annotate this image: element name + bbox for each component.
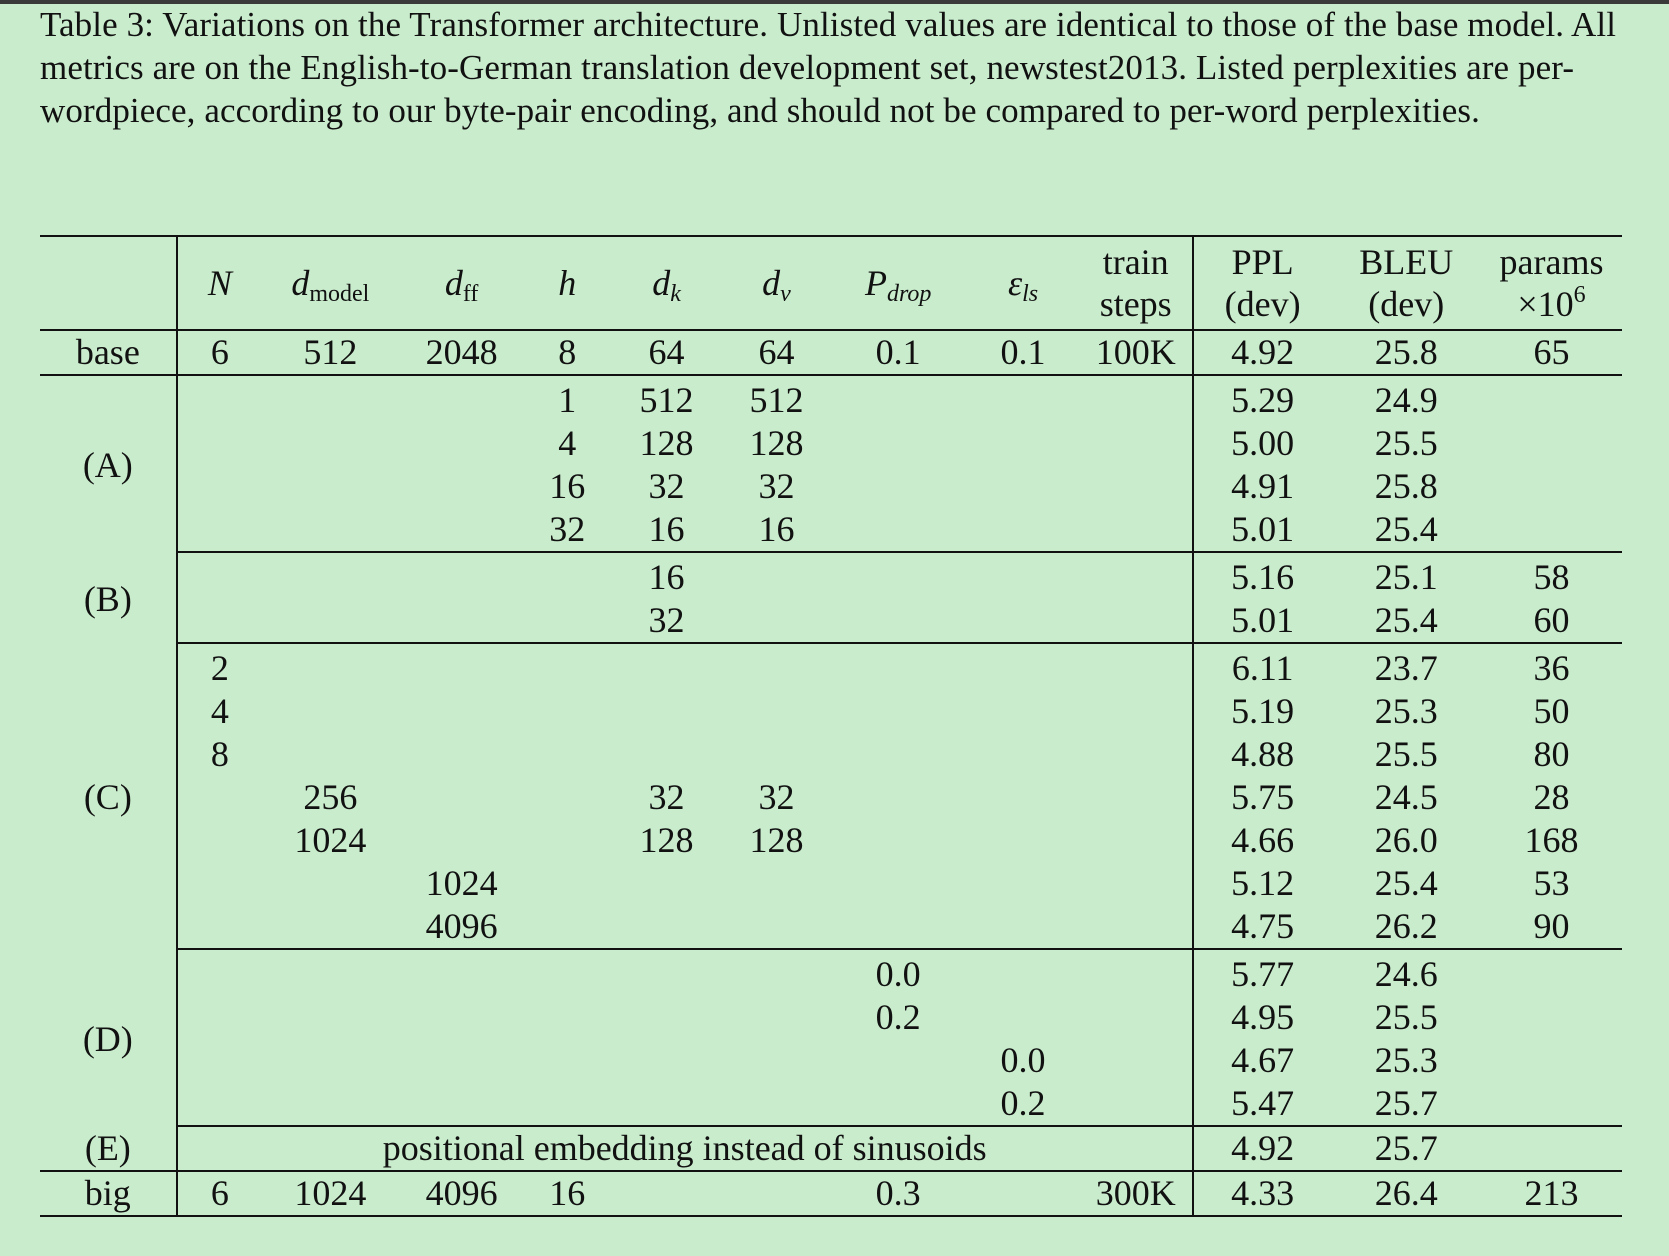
cell-ppl: 5.29	[1231, 380, 1295, 420]
table-row	[40, 733, 1622, 776]
cell-d-k: 16	[648, 557, 685, 597]
cell-d-ff: 2048	[399, 330, 525, 375]
cell-params: 213	[1481, 1171, 1622, 1216]
cell-ppl: 5.16	[1231, 557, 1295, 597]
cell-params: 50	[1533, 691, 1570, 731]
cell-p-drop: 0.3	[830, 1171, 967, 1216]
cell-params: 53	[1533, 863, 1570, 903]
cell-bleu: 25.7	[1332, 1082, 1481, 1126]
row-label-d: (D)	[40, 949, 177, 1126]
cell-d-v: 32	[758, 466, 795, 506]
table-row	[40, 690, 1622, 733]
cell-n: 6	[177, 330, 262, 375]
cell-d-v: 512	[749, 380, 804, 420]
cell-bleu: 25.4	[1332, 508, 1481, 552]
cell-p-drop: 0.1	[830, 330, 967, 375]
table-caption: Table 3: Variations on the Transformer architecture. Unlisted values are identical to those of the base model. All metrics are on the English-to-German translation development set, newstest2013. Listed perplexities are per-wordpiece, according to our byte-pair encoding, and should not be compared to per-word perplexities.	[40, 5, 1617, 130]
cell-d-model: 512	[262, 330, 399, 375]
cell-p-drop: 0.2	[875, 997, 921, 1037]
table-row	[40, 422, 1622, 465]
cell-bleu: 25.5	[1374, 997, 1438, 1037]
cell-bleu: 25.4	[1332, 599, 1481, 643]
cell-h: 8	[525, 330, 610, 375]
cell-d-ff: 4096	[399, 905, 525, 949]
table-row	[40, 375, 1622, 422]
cell-ppl: 4.66	[1231, 820, 1295, 860]
table-row	[40, 949, 1622, 996]
cell-h: 16	[549, 466, 586, 506]
cell-d-model: 1024	[262, 1171, 399, 1216]
cell-d-k: 128	[639, 423, 694, 463]
cell-d-k: 32	[648, 466, 685, 506]
table-row	[40, 643, 1622, 690]
row-label-e: (E)	[40, 1126, 177, 1171]
cell-ppl: 4.92	[1193, 1126, 1332, 1171]
table-row	[40, 508, 1622, 552]
table-row	[40, 1082, 1622, 1126]
cell-d-ff: 1024	[425, 863, 498, 903]
table-row	[40, 552, 1622, 599]
table-row-base	[40, 330, 1622, 375]
cell-ppl: 4.67	[1231, 1040, 1295, 1080]
cell-bleu: 25.5	[1374, 734, 1438, 774]
cell-train-steps: 300K	[1080, 1171, 1193, 1216]
cell-d-k: 16	[610, 508, 723, 552]
header-bleu: BLEU (dev)	[1332, 236, 1481, 330]
cell-ppl: 5.75	[1231, 777, 1295, 817]
cell-bleu: 26.0	[1374, 820, 1438, 860]
row-label-c: (C)	[40, 643, 177, 949]
table-row	[40, 862, 1622, 905]
header-params: params $\times 10^6$	[1481, 236, 1622, 330]
cell-params: 90	[1481, 905, 1622, 949]
cell-bleu: 25.3	[1374, 1040, 1438, 1080]
header-d-v: $d_v$	[723, 236, 830, 330]
cell-d-k: 32	[610, 599, 723, 643]
table-row	[40, 1039, 1622, 1082]
cell-params: 36	[1533, 648, 1570, 688]
cell-bleu: 24.5	[1374, 777, 1438, 817]
cell-d-model: 1024	[294, 820, 367, 860]
cell-params: 168	[1524, 820, 1579, 860]
cell-bleu: 25.8	[1374, 466, 1438, 506]
cell-params: 65	[1481, 330, 1622, 375]
cell-ppl: 4.92	[1193, 330, 1332, 375]
cell-d-k: 128	[639, 820, 694, 860]
table-row-big	[40, 1171, 1622, 1216]
cell-p-drop: 0.0	[875, 954, 921, 994]
cell-eps-ls: 0.0	[1000, 1040, 1046, 1080]
cell-bleu: 26.2	[1332, 905, 1481, 949]
header-h: h	[525, 236, 610, 330]
cell-d-ff: 4096	[399, 1171, 525, 1216]
cell-d-k: 32	[648, 777, 685, 817]
cell-train-steps: 100K	[1080, 330, 1193, 375]
cell-ppl: 5.00	[1231, 423, 1295, 463]
cell-d-v: 128	[749, 423, 804, 463]
cell-h: 16	[525, 1171, 610, 1216]
cell-d-v: 64	[723, 330, 830, 375]
cell-d-v: 16	[723, 508, 830, 552]
cell-n: 4	[210, 691, 229, 731]
results-table	[40, 235, 1622, 1217]
cell-params: 28	[1533, 777, 1570, 817]
cell-h: 32	[525, 508, 610, 552]
cell-bleu-best: 26.4	[1332, 1171, 1481, 1216]
header-d-ff: $d_{ff}$	[399, 236, 525, 330]
cell-bleu: 23.7	[1374, 648, 1438, 688]
header-label-cell	[40, 236, 177, 330]
row-label-a: (A)	[40, 375, 177, 552]
cell-d-k: 512	[639, 380, 694, 420]
cell-d-k: 64	[610, 330, 723, 375]
row-label-big: big	[40, 1171, 177, 1216]
row-label-b: (B)	[40, 552, 177, 643]
cell-ppl-best: 4.33	[1193, 1171, 1332, 1216]
header-train-steps: train steps	[1080, 236, 1193, 330]
header-eps-ls: $\varepsilon_{ls}$	[966, 236, 1079, 330]
table-row	[40, 819, 1622, 862]
cell-eps-ls: 0.2	[966, 1082, 1079, 1126]
cell-ppl: 5.47	[1193, 1082, 1332, 1126]
cell-params: 58	[1533, 557, 1570, 597]
header-row	[40, 236, 1622, 330]
header-ppl: PPL (dev)	[1193, 236, 1332, 330]
cell-ppl: 5.77	[1231, 954, 1295, 994]
cell-h: 4	[558, 423, 577, 463]
cell-bleu: 25.5	[1374, 423, 1438, 463]
header-p-drop: $P_{drop}$	[830, 236, 967, 330]
table-row	[40, 465, 1622, 508]
cell-bleu: 25.3	[1374, 691, 1438, 731]
header-d-model: $d_{model}$	[262, 236, 399, 330]
cell-n: 8	[210, 734, 229, 774]
cell-ppl: 4.88	[1231, 734, 1295, 774]
header-d-k: $d_k$	[610, 236, 723, 330]
cell-ppl: 5.19	[1231, 691, 1295, 731]
cell-bleu: 24.9	[1374, 380, 1438, 420]
table-row	[40, 996, 1622, 1039]
cell-bleu: 25.7	[1332, 1126, 1481, 1171]
cell-params: 60	[1481, 599, 1622, 643]
cell-d-model: 256	[303, 777, 358, 817]
cell-ppl: 5.01	[1193, 599, 1332, 643]
table-row-e	[40, 1126, 1622, 1171]
cell-e-description: positional embedding instead of sinusoids	[177, 1126, 1193, 1171]
cell-ppl: 5.12	[1231, 863, 1295, 903]
cell-h: 1	[558, 380, 577, 420]
cell-ppl: 4.91	[1231, 466, 1295, 506]
cell-bleu: 25.8	[1332, 330, 1481, 375]
cell-bleu: 25.4	[1374, 863, 1438, 903]
table-row	[40, 776, 1622, 819]
cell-n: 2	[210, 648, 229, 688]
cell-ppl: 4.75	[1193, 905, 1332, 949]
table-row	[40, 905, 1622, 949]
row-label: base	[40, 330, 177, 375]
cell-d-v: 32	[758, 777, 795, 817]
cell-ppl: 5.01	[1193, 508, 1332, 552]
header-n: N	[177, 236, 262, 330]
table-row	[40, 599, 1622, 643]
cell-params: 80	[1533, 734, 1570, 774]
cell-ppl: 4.95	[1231, 997, 1295, 1037]
cell-bleu: 24.6	[1374, 954, 1438, 994]
cell-bleu: 25.1	[1374, 557, 1438, 597]
cell-d-v: 128	[749, 820, 804, 860]
cell-ppl: 6.11	[1231, 648, 1294, 688]
cell-eps-ls: 0.1	[966, 330, 1079, 375]
cell-n: 6	[177, 1171, 262, 1216]
